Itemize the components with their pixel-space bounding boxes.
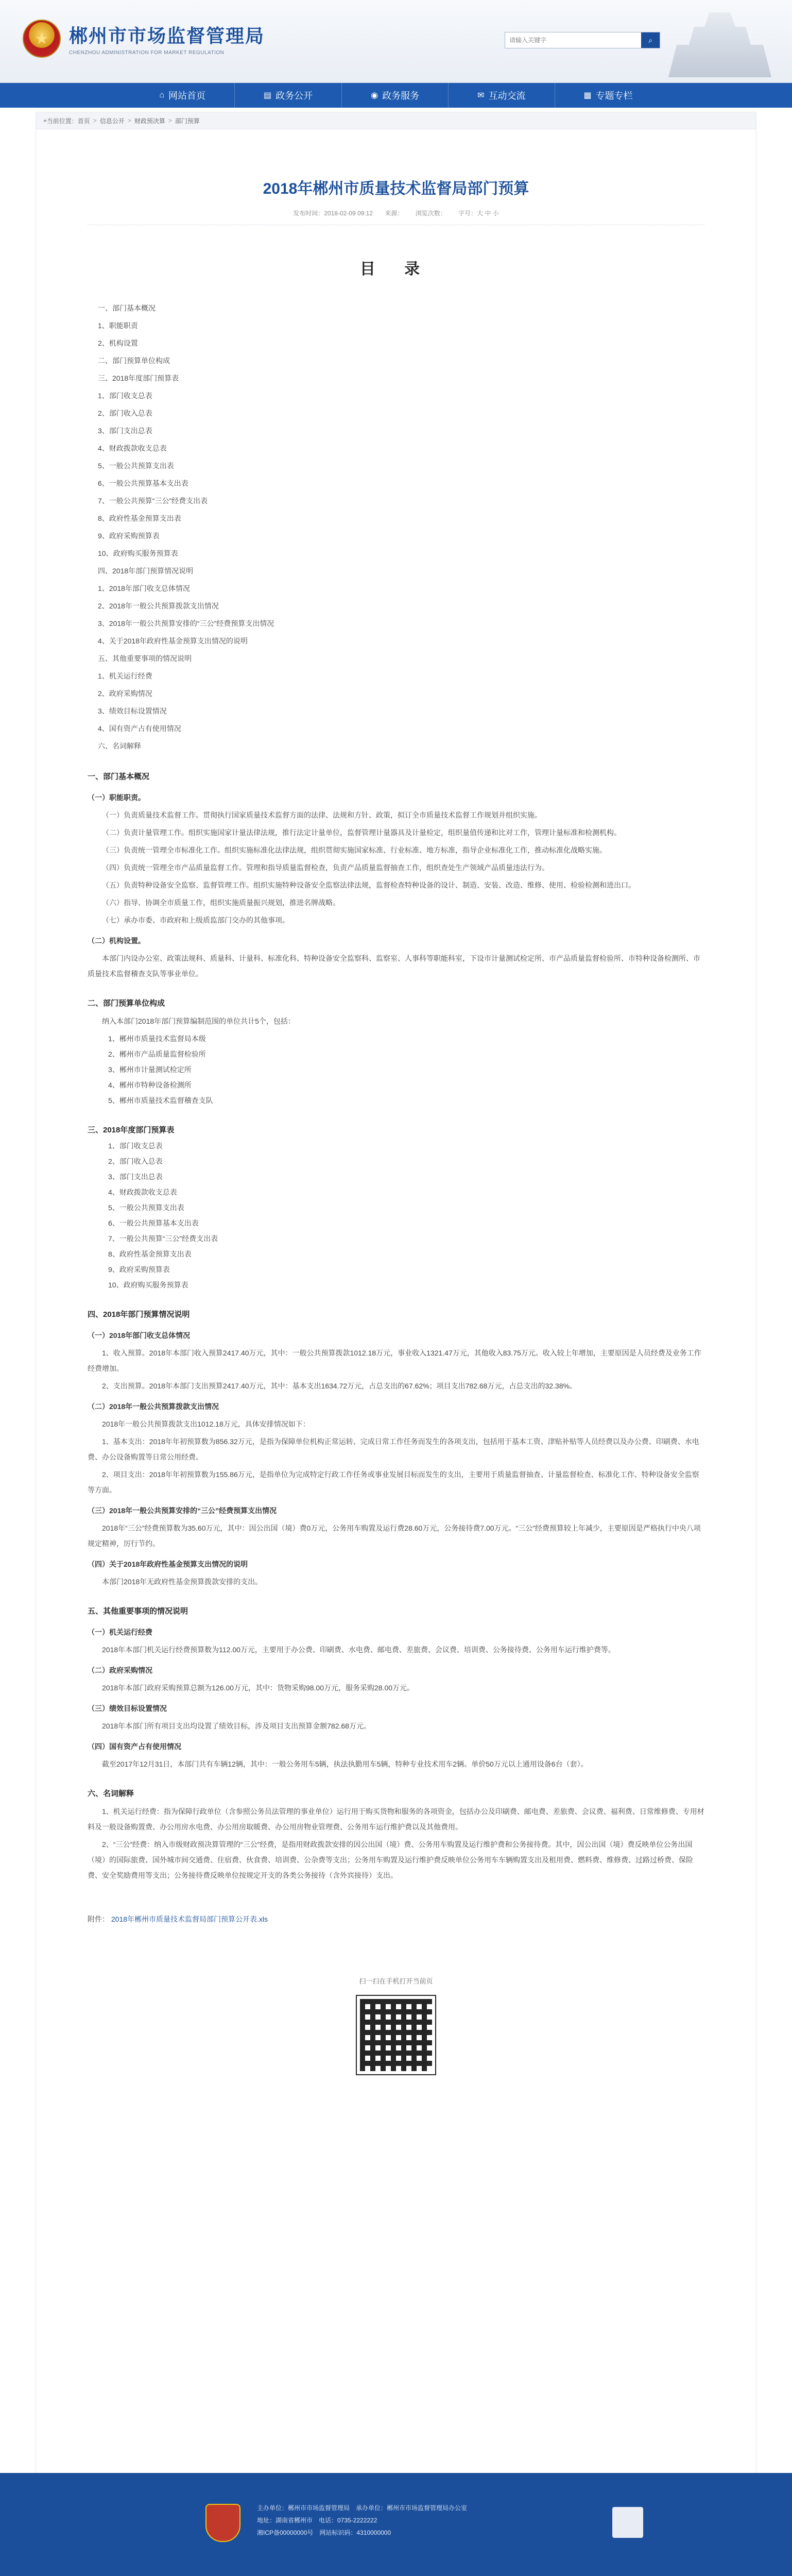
search-box — [505, 32, 660, 48]
news-icon: ▤ — [264, 91, 272, 100]
section-heading: （二）2018年一般公共预算拨款支出情况 — [88, 1402, 219, 1411]
paragraph: 2018年本部门机关运行经费预算数为112.00万元，主要用于办公费、印刷费、水电费、邮电费、差旅费、会议费、培训费、公务接待费、公务用车运行维护费等。 — [102, 1646, 615, 1654]
paragraph: 2018年本部门所有项目支出均设置了绩效目标，涉及项目支出预算金额782.68万元。 — [102, 1722, 371, 1730]
site-name: 郴州市市场监督管理局 — [69, 25, 265, 46]
breadcrumb — [36, 112, 756, 129]
toc-item[interactable]: 4、国有资产占有使用情况 — [98, 724, 181, 733]
nav-item-label: 专题专栏 — [595, 91, 633, 101]
source: 来源： — [385, 210, 404, 217]
toc-item[interactable]: 六、名词解释 — [98, 742, 141, 750]
section-heading: 三、2018年度部门预算表 — [88, 1126, 175, 1134]
list-item: 5、郴州市质量技术监督稽查支队 — [108, 1096, 213, 1105]
paragraph: （七）承办市委、市政府和上级质监部门交办的其他事项。 — [102, 916, 289, 924]
toc-item[interactable]: 2、部门收入总表 — [98, 409, 152, 417]
list-item: 2、郴州市产品质量监督检验所 — [108, 1050, 206, 1058]
toc-item[interactable]: 9、政府采购预算表 — [98, 532, 160, 540]
section-heading: （三）2018年一般公共预算安排的“三公”经费预算支出情况 — [88, 1506, 277, 1515]
topic-icon: ▦ — [583, 91, 592, 100]
breadcrumb-prefix: 当前位置： — [46, 117, 78, 125]
site-footer — [0, 2473, 792, 2576]
article-body — [88, 769, 704, 1883]
toc-item[interactable]: 10、政府购买服务预算表 — [98, 549, 178, 557]
toc-item[interactable]: 一、部门基本概况 — [98, 304, 156, 312]
toc-item[interactable]: 6、一般公共预算基本支出表 — [98, 479, 188, 487]
toc-item[interactable]: 2、2018年一般公共预算拨款支出情况 — [98, 602, 219, 610]
national-emblem-icon: ★ — [23, 20, 61, 58]
toc-item[interactable]: 2、政府采购情况 — [98, 689, 152, 698]
paragraph: （五）负责特种设备安全监察、监督管理工作。组织实施特种设备安全监察法律法规，监督检查特种设备的设计、制造、安装、改造、维修、使用、检验检测和进出口。 — [102, 881, 635, 889]
paragraph: 2018年本部门政府采购预算总额为126.00万元，其中：货物采购98.00万元，服务采购28.00万元。 — [102, 1684, 415, 1692]
share-text: 扫一扫在手机打开当前页 — [359, 1977, 433, 1985]
nav-item-service[interactable] — [342, 83, 449, 108]
toc-item[interactable]: 7、一般公共预算“三公”经费支出表 — [98, 497, 208, 505]
toc-item[interactable]: 1、机关运行经费 — [98, 672, 152, 680]
toc-item[interactable]: 五、其他重要事项的情况说明 — [98, 654, 192, 663]
toc-item[interactable]: 1、部门收支总表 — [98, 392, 152, 400]
breadcrumb-info[interactable]: 信息公开 — [99, 117, 125, 125]
section-heading: （三）绩效目标设置情况 — [88, 1704, 167, 1713]
article-container — [36, 129, 756, 2576]
list-item: 2、部门收入总表 — [108, 1157, 163, 1165]
nav-item-topics[interactable] — [555, 83, 662, 108]
attachment — [88, 1914, 704, 1924]
list-item: 5、一般公共预算支出表 — [108, 1204, 184, 1212]
main-nav — [0, 83, 792, 108]
list-item: 10、政府购买服务预算表 — [108, 1281, 188, 1289]
list-item: 3、郴州市计量测试检定所 — [108, 1065, 192, 1074]
list-item: 8、政府性基金预算支出表 — [108, 1250, 192, 1258]
nav-item-label: 互动交流 — [488, 91, 526, 101]
toc-item[interactable]: 1、职能职责 — [98, 321, 138, 330]
footer-info — [257, 2502, 467, 2539]
paragraph: 2018年“三公”经费预算数为35.60万元，其中：因公出国（境）费0万元，公务用车购置及运行费28.60万元，公务接待费7.00万元。“三公”经费预算较上年减少，主要原因是严格执行中央八项规定精神，厉行节约。 — [88, 1524, 701, 1548]
toc-item[interactable]: 3、绩效目标设置情况 — [98, 707, 167, 715]
nav-item-gov-info[interactable] — [235, 83, 342, 108]
toc-item[interactable]: 三、2018年度部门预算表 — [98, 374, 179, 382]
location-icon: ⌖ — [43, 116, 47, 124]
qr-code-image — [357, 1996, 435, 2074]
search-icon: ⌕ — [648, 36, 652, 44]
nav-item-label: 政务服务 — [382, 91, 420, 101]
section-heading: 五、其他重要事项的情况说明 — [88, 1607, 188, 1616]
paragraph: 1、收入预算。2018年本部门收入预算2417.40万元，其中：一般公共预算拨款1012.18万元，事业收入1321.47万元，其他收入83.75万元。收入较上年增加，主要原因是人员经费及业务工作经费增加。 — [88, 1349, 701, 1372]
article-title: 2018年郴州市质量技术监督局部门预算 — [263, 180, 529, 197]
search-button[interactable] — [641, 32, 660, 48]
paragraph: （四）负责统一管理全市产品质量监督工作。管理和指导质量监督检查，负责产品质量监督抽查工作，组织查处生产领域产品质量违法行为。 — [102, 863, 549, 872]
list-item: 4、郴州市特种设备检测所 — [108, 1081, 192, 1089]
paragraph: （一）负责质量技术监督工作。贯彻执行国家质量技术监督方面的法律、法规和方针、政策，拟订全市质量技术监督工作规划并组织实施。 — [102, 811, 542, 819]
list-item: 4、财政拨款收支总表 — [108, 1188, 177, 1196]
view-count: 浏览次数： — [415, 210, 446, 217]
error-report-badge[interactable] — [612, 2507, 643, 2538]
breadcrumb-separator: > — [93, 117, 97, 124]
share-block — [88, 1976, 704, 2074]
toc-item[interactable]: 3、2018年一般公共预算安排的“三公”经费预算支出情况 — [98, 619, 274, 628]
paragraph: 纳入本部门2018年部门预算编制范围的单位共计5个，包括： — [102, 1017, 295, 1025]
publish-time: 发布时间：2018-02-09 09:12 — [293, 210, 373, 217]
toc-item[interactable]: 4、关于2018年政府性基金预算支出情况的说明 — [98, 637, 248, 645]
section-heading: 六、名词解释 — [88, 1789, 134, 1798]
section-heading: 四、2018年部门预算情况说明 — [88, 1310, 190, 1319]
breadcrumb-current[interactable]: 部门预算 — [175, 117, 200, 125]
paragraph: 本部门2018年无政府性基金预算拨款安排的支出。 — [102, 1578, 263, 1586]
site-name-en: CHENZHOU ADMINISTRATION FOR MARKET REGULATION — [69, 50, 225, 56]
list-item: 1、郴州市质量技术监督局本级 — [108, 1035, 206, 1043]
breadcrumb-home[interactable]: 首页 — [77, 117, 90, 125]
toc-item[interactable]: 1、2018年部门收支总体情况 — [98, 584, 190, 592]
paragraph: 2、“三公”经费：纳入市级财政预决算管理的“三公”经费，是指用财政拨款安排的因公出国（境）费、公务用车购置及运行维护费和公务接待费。其中，因公出国（境）费反映单位公务出国（境）的国际旅费、国外城市间交通费、住宿费、伙食费、培训费、公杂费等支出；公务用车购置及运行维护费反映单位公务用车车辆购置支出及租用费、燃料费、维修费、过路过桥费、保险费、安全奖励费用等支出；公务接待费反映单位按规定开支的各类公务接待（含外宾接待）支出。 — [88, 1840, 693, 1879]
toc-item[interactable]: 5、一般公共预算支出表 — [98, 462, 174, 470]
nav-item-label: 政务公开 — [276, 91, 313, 101]
breadcrumb-separator: > — [127, 117, 131, 124]
toc-item[interactable]: 8、政府性基金预算支出表 — [98, 514, 181, 522]
list-item: 1、部门收支总表 — [108, 1142, 163, 1150]
toc-title: 目 录 — [359, 261, 433, 278]
footer-line: 湘ICP备00000000号 网站标识码：4310000000 — [257, 2529, 391, 2536]
paragraph: （三）负责统一管理全市标准化工作。组织实施标准化法律法规，组织贯彻实施国家标准、行业标准、地方标准，指导企业标准化工作，推动标准化战略实施。 — [102, 846, 607, 854]
party-gov-emblem-icon[interactable] — [205, 2504, 240, 2542]
service-icon: ◉ — [371, 91, 378, 100]
paragraph: 本部门内设办公室、政策法规科、质量科、计量科、标准化科、特种设备安全监察科、监察室、人事科等职能科室，下设市计量测试检定所、市产品质量监督检验所、市特种设备检测所、市质量技术监督稽查支队等事业单位。 — [88, 954, 700, 978]
section-heading: （一）机关运行经费 — [88, 1628, 152, 1636]
toc-item[interactable]: 4、财政拨款收支总表 — [98, 444, 167, 452]
section-heading: （四）国有资产占有使用情况 — [88, 1742, 181, 1751]
nav-item-interaction[interactable] — [449, 83, 555, 108]
toc-item[interactable]: 四、2018年部门预算情况说明 — [98, 567, 194, 575]
paragraph: （六）指导、协调全市质量工作，组织实施质量振兴规划，推进名牌战略。 — [102, 899, 340, 907]
list-item: 6、一般公共预算基本支出表 — [108, 1219, 199, 1227]
chat-icon: ✉ — [477, 91, 485, 100]
nav-item-label: 网站首页 — [168, 91, 206, 101]
font-size-switch[interactable]: 字号：大 中 小 — [458, 210, 499, 217]
section-heading: （四）关于2018年政府性基金预算支出情况的说明 — [88, 1560, 248, 1568]
site-header — [0, 0, 792, 83]
section-heading: （一）职能职责。 — [88, 793, 145, 802]
nav-item-home[interactable] — [130, 83, 235, 108]
toc-item[interactable]: 二、部门预算单位构成 — [98, 357, 170, 365]
attachment-link[interactable]: 2018年郴州市质量技术监督局部门预算公开表.xls — [111, 1915, 268, 1923]
list-item: 7、一般公共预算“三公”经费支出表 — [108, 1234, 218, 1243]
article-meta — [88, 209, 704, 225]
list-item: 3、部门支出总表 — [108, 1173, 163, 1181]
paragraph: 2、支出预算。2018年本部门支出预算2417.40万元，其中：基本支出1634.72万元，占总支出的67.62%；项目支出782.68万元，占总支出的32.38%。 — [102, 1382, 577, 1390]
paragraph: 截至2017年12月31日，本部门共有车辆12辆，其中：一般公务用车5辆，执法执勤用车5辆，特种专业技术用车2辆。单价50万元以上通用设备6台（套）。 — [102, 1760, 588, 1768]
toc-item[interactable]: 3、部门支出总表 — [98, 427, 152, 435]
section-heading: （二）政府采购情况 — [88, 1666, 152, 1674]
search-input[interactable] — [505, 33, 641, 47]
section-heading: （二）机构设置。 — [88, 937, 145, 945]
section-heading: 二、部门预算单位构成 — [88, 999, 165, 1008]
paragraph: 1、基本支出：2018年年初预算数为856.32万元，是指为保障单位机构正常运转、完成日常工作任务而发生的各项支出，包括用于基本工资、津贴补贴等人员经费以及办公费、印刷费、水电费、办公设备购置等日常公用经费。 — [88, 1437, 699, 1461]
paragraph: （二）负责计量管理工作。组织实施国家计量法律法规，推行法定计量单位，监督管理计量器具及计量检定，组织量值传递和比对工作，管理计量标准和检测机构。 — [102, 828, 621, 837]
footer-line: 主办单位：郴州市市场监督管理局 承办单位：郴州市市场监督管理局办公室 — [257, 2504, 468, 2512]
breadcrumb-separator: > — [168, 117, 172, 124]
section-heading: （一）2018年部门收支总体情况 — [88, 1331, 191, 1340]
breadcrumb-finance[interactable]: 财政预决算 — [134, 117, 165, 125]
section-heading: 一、部门基本概况 — [88, 772, 150, 781]
site-logo[interactable] — [23, 20, 265, 58]
paragraph: 2018年一般公共预算拨款支出1012.18万元，具体安排情况如下： — [102, 1420, 310, 1428]
paragraph: 2、项目支出：2018年年初预算数为155.86万元，是指单位为完成特定行政工作任务或事业发展目标而发生的支出，主要用于质量监督抽查、计量监督检查、标准化工作、特种设备安全监察等方面。 — [88, 1470, 699, 1494]
table-of-contents — [88, 299, 704, 755]
footer-line: 地址：湖南省郴州市 电话：0735-2222222 — [257, 2517, 377, 2524]
home-icon: ⌂ — [159, 91, 165, 99]
list-item: 9、政府采购预算表 — [108, 1265, 170, 1274]
toc-item[interactable]: 2、机构设置 — [98, 339, 138, 347]
building-banner-image — [668, 5, 771, 77]
paragraph: 1、机关运行经费：指为保障行政单位（含参照公务员法管理的事业单位）运行用于购买货物和服务的各项资金，包括办公及印刷费、邮电费、差旅费、会议费、福利费、日常维修费、专用材料及一般设备购置费、办公用房水电费、办公用房取暖费、办公用房物业管理费、公务用车运行维护费以及其他费用。 — [88, 1807, 704, 1831]
attachment-label: 附件： — [88, 1915, 109, 1923]
